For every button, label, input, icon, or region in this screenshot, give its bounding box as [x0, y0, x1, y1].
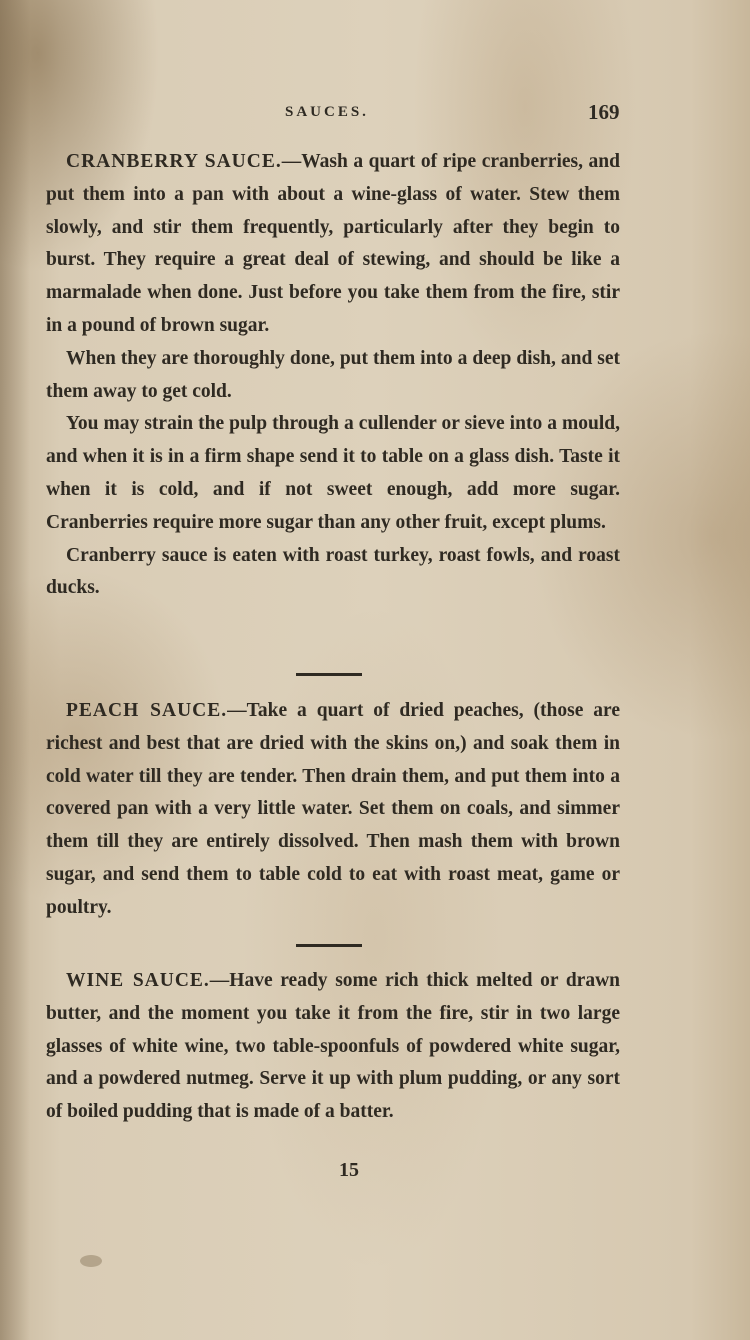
signature-mark: 15: [339, 1159, 359, 1181]
peach-text-1: —Take a quart of dried peaches, (those are richest and best that are dried with the skins on,) and soak them in cold water till they are tender. Then drain them, and put them into a covered pan with a very little water. Set them on coals, and simmer them till they are entirely dissolved. Then mash them with brown sugar, and send them to table cold to eat with roast meat, game or poultry.: [46, 700, 620, 918]
ink-smudge: [80, 1255, 102, 1267]
cranberry-sauce-recipe: [46, 146, 620, 605]
spine-shadow: [0, 0, 30, 1340]
peach-sauce-recipe: [46, 695, 620, 925]
peach-paragraph-1: [46, 695, 620, 925]
wine-text-1: —Have ready some rich thick melted or drawn butter, and the moment you take it from the fire, stir in two large glasses of white wine, two table-spoonfuls of powdered white sugar, and a powdered nutmeg. Serve it up with plum pudding, or any sort of boiled pudding that is made of a batter.: [46, 970, 620, 1123]
wine-sauce-heading: WINE SAUCE.: [66, 970, 210, 991]
peach-sauce-heading: PEACH SAUCE.: [66, 700, 228, 721]
cranberry-paragraph-4: Cranberry sauce is eaten with roast turkey, roast fowls, and roast ducks.: [46, 544, 620, 599]
cranberry-paragraph-1: [46, 146, 620, 343]
page-header: [0, 100, 750, 130]
cranberry-paragraph-3: You may strain the pulp through a cullender or sieve into a mould, and when it is in a firm shape send it to table on a glass dish. Taste it when it is cold, and if not sweet enough, add more sugar. Cranberries require more sugar than any other fruit, except plums.: [46, 413, 620, 533]
wine-sauce-recipe: [46, 965, 620, 1129]
section-divider-2: [296, 944, 362, 947]
running-head: SAUCES.: [285, 104, 369, 120]
cranberry-paragraph-2: When they are thoroughly done, put them into a deep dish, and set them away to get cold.: [46, 347, 620, 402]
cranberry-text-1: —Wash a quart of ripe cranberries, and put them into a pan with about a wine-glass of water. Stew them slowly, and stir them frequently, particularly after they begin to burst. They require a great deal of stewing, and should be like a marmalade when done. Just before you take them from the fire, stir in a pound of brown sugar.: [46, 151, 620, 336]
section-divider-1: [296, 673, 362, 676]
wine-paragraph-1: [46, 965, 620, 1129]
cranberry-sauce-heading: CRANBERRY SAUCE.: [66, 151, 282, 172]
page-number: 169: [588, 100, 620, 124]
